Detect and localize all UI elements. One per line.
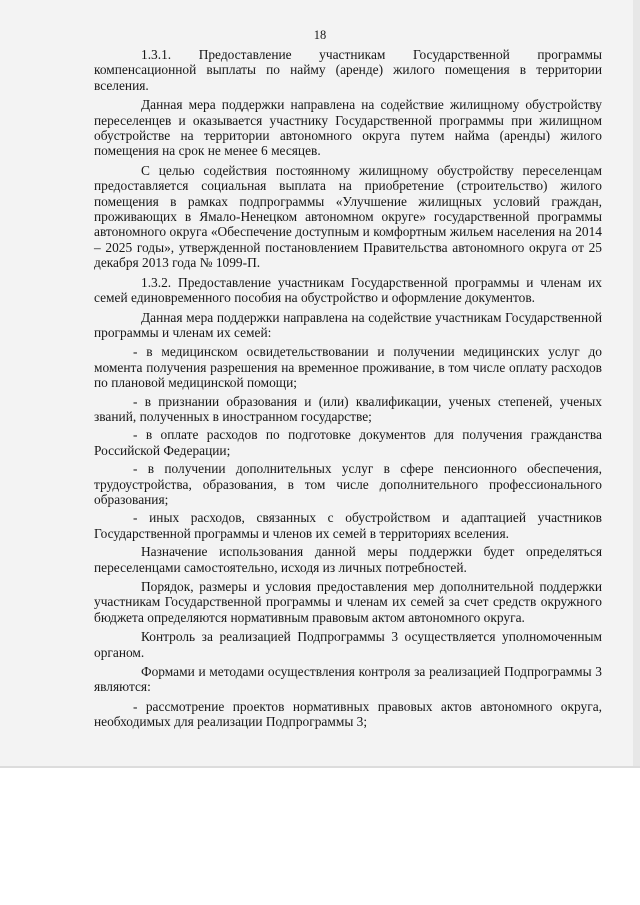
list-item: - в оплате расходов по подготовке документов для получения гражданства Российской Федерации;: [94, 427, 602, 458]
paragraph: Контроль за реализацией Подпрограммы 3 осуществляется уполномоченным органом.: [94, 629, 602, 660]
document-body: [94, 47, 602, 733]
list-item: - рассмотрение проектов нормативных правовых актов автономного округа, необходимых для реализации Подпрограммы 3;: [94, 698, 602, 730]
paragraph: Порядок, размеры и условия предоставления мер дополнительной поддержки участникам Государственной программы и членам их семей за счет средств окружного бюджета определяются нормативным правовым актом автономного округа.: [94, 579, 602, 625]
paragraph: Формами и методами осуществления контроля за реализацией Подпрограммы 3 являются:: [94, 664, 602, 695]
paragraph-1-3-2-heading: 1.3.2. Предоставление участникам Государственной программы и членам их семей единовременного пособия на обустройство и оформление документов.: [94, 274, 602, 306]
scan-edge-shadow: [633, 0, 640, 768]
paragraph-1-3-1-heading: 1.3.1. Предоставление участникам Государственной программы компенсационной выплаты по найму (аренде) жилого помещения в территории вселения.: [94, 47, 602, 93]
paragraph: Назначение использования данной меры поддержки будет определяться переселенцами самостоятельно, исходя из личных потребностей.: [94, 544, 602, 575]
paragraph: Данная мера поддержки направлена на содействие участникам Государственной программы и членам их семей:: [94, 309, 602, 340]
page-number: 18: [313, 28, 327, 42]
list-item: - в получении дополнительных услуг в сфере пенсионного обеспечения, трудоустройства, образования, в том числе дополнительного профессионального образования;: [94, 461, 602, 507]
paragraph: С целью содействия постоянному жилищному обустройству переселенцам предоставляется социальная выплата на приобретение (строительство) жилого помещения в рамках подпрограммы «Улучшение жилищных условий граждан, проживающих в Ямало-Ненецком автономном округе» государственной программы автономного округа «Обеспечение доступным и комфортным жильем населения на 2014 – 2025 годы», утвержденной постановлением Правительства автономного округа от 25 декабря 2013 года № 1099-П.: [94, 162, 602, 271]
list-item: - в медицинском освидетельствовании и получении медицинских услуг до момента получения разрешения на временное проживание, в том числе оплату расходов по плановой медицинской помощи;: [94, 344, 602, 391]
scan-bottom-edge: [0, 766, 640, 768]
list-item: - иных расходов, связанных с обустройством и адаптацией участников Государственной программы и членов их семей в территориях вселения.: [94, 510, 602, 541]
list-item: - в признании образования и (или) квалификации, ученых степеней, ученых званий, полученных в иностранном государстве;: [94, 393, 602, 424]
paragraph: Данная мера поддержки направлена на содействие жилищному обустройству переселенцев и оказывается участнику Государственной программы при жилищном обустройстве на территории автономного округа путем найма (аренды) жилого помещения на срок не менее 6 месяцев.: [94, 97, 602, 159]
